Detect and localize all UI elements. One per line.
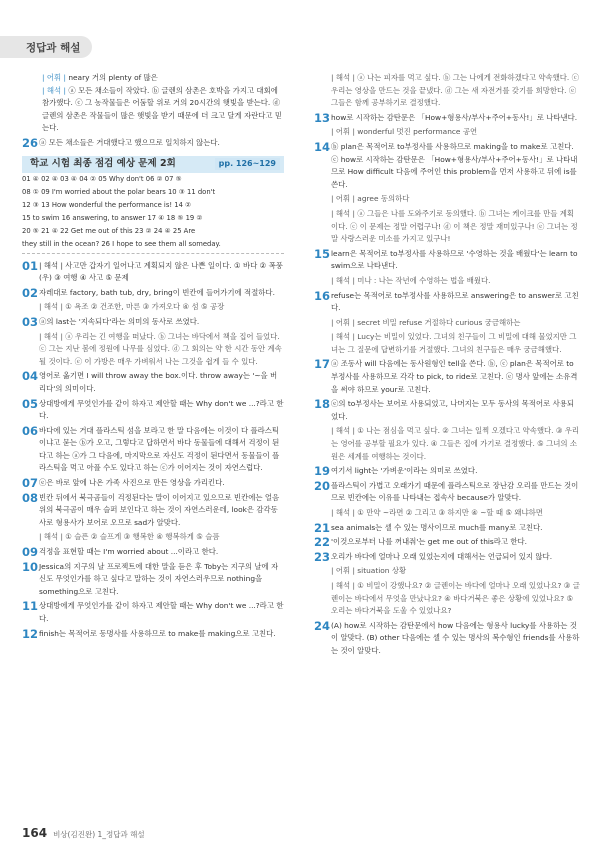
answer-item	[22, 561, 284, 599]
answer-key	[22, 173, 284, 251]
item-text: | 해석 | ① 비밀이 강했나요? ② 글렌이는 바다에 얼마나 오래 있었나요? ③ 글렌이는 바다에서 무엇을 만났나요? ④ 바다거북은 좋은 상황에 있었나요? ⑤ 오리는 바다거북을 도울 수 있었나요?	[331, 580, 580, 616]
item-text: Jessica의 지구의 날 프로젝트에 대한 말을 듣은 후 Toby는 지구의 날에 자신도 무엇인가를 하고 싶다고 말하는 것이 자연스러우므로 nothing을 something으로 고친다.	[39, 561, 279, 596]
answer-item	[314, 358, 580, 396]
item-number: 01	[22, 258, 39, 273]
item-text: | 어휘 | agree 동의하다	[331, 194, 410, 204]
answer-item	[314, 480, 580, 505]
answer-line: 12 ③ 13 How wonderful the performance is! 14 ②	[22, 200, 192, 209]
intro-note	[22, 72, 284, 135]
item-text: finish는 목적어로 동명사를 사용하므로 to make를 making으로 고친다.	[39, 628, 276, 638]
item-number: 24	[314, 618, 331, 633]
section-label: 정답과 해설	[26, 42, 81, 54]
divider	[22, 253, 284, 254]
item-number: 17	[314, 357, 331, 372]
answer-item	[22, 425, 284, 475]
item-text: | 해석 | 미나 : 나는 작년에 수영하는 법을 배웠다.	[331, 275, 491, 285]
answer-item	[22, 260, 284, 285]
answer-item	[314, 398, 580, 423]
item-text: 여기서 light는 '가벼운'이라는 의미로 쓰였다.	[331, 466, 478, 476]
answer-item	[314, 112, 580, 125]
item-text: refuse는 목적어로 to부정사를 사용하므로 answering은 to answer로 고친다.	[331, 290, 579, 313]
item-text: ⓑ plan은 목적어로 to부정사를 사용하므로 making을 to make로 고친다. ⓒ how로 시작하는 감탄문은 「How+형용사/부사+주어+동사!」로 나타내므로 How difficult 다음에 주어인 this problem을 먼저 사용하고 뒤에 is를 쓴다.	[331, 141, 578, 189]
item-text: sea animals는 셀 수 있는 명사이므로 much를 many로 고친다.	[331, 522, 543, 532]
answer-note	[314, 208, 580, 246]
answer-item	[314, 536, 580, 549]
item-number: 05	[22, 396, 39, 411]
answer-line: 15 to swim 16 answering, to answer 17 ④ 18 ⑤ 19 ②	[22, 213, 203, 222]
answer-item	[22, 370, 284, 395]
item-number: 18	[314, 397, 331, 412]
item-text: | 해석 | 사고만 갑자기 일어나고 계획되지 않은 나쁜 일이다. ① 바다 ② 폭풍(우) ③ 여행 ④ 사고 ⑤ 문제	[39, 260, 283, 283]
item-text: learn은 목적어로 to부정사를 사용하므로 '수영하는 것을 배웠다'는 learn to swim으로 나타낸다.	[331, 248, 578, 271]
item-number: 12	[22, 626, 39, 641]
right-explanations	[314, 72, 580, 658]
answer-note	[22, 331, 284, 369]
answer-note	[314, 317, 580, 330]
item-number: 15	[314, 246, 331, 261]
item-text: 오리가 바다에 얼마나 오래 있었는지에 대해서는 언급되어 있지 않다.	[331, 551, 553, 561]
item-text: | 해석 | ⓐ 나는 피자를 먹고 싶다. ⓑ 그는 나에게 전화하겠다고 약속했다. ⓒ 우리는 영상을 만드는 것을 끝냈다. ⓓ 그는 새 자전거를 갖기를 희망한다. ⓔ 그들은 함께 공부하기로 결정했다.	[331, 73, 580, 108]
item-number: 10	[22, 559, 39, 574]
answer-item	[22, 546, 284, 559]
answer-item	[22, 398, 284, 423]
item-text: 바다에 있는 거대 플라스틱 섬을 보라고 한 말 다음에는 이것이 다 플라스틱이냐고 묻는 ⓑ가 오고, 그렇다고 답하면서 바다 동물들에 대해서 걱정이 된다고 하는 ⓐ가 그 다음에, 마지막으로 자신도 걱정이 된다면서 동물들이 플라스틱을 먹고 아플 수도 있다고 하는 ⓒ가 이어지는 것이 자연스럽다.	[39, 425, 280, 473]
item-number: 16	[314, 288, 331, 303]
answer-note	[314, 507, 580, 520]
answer-item	[314, 248, 580, 273]
item-text: | 어휘 | secret 비밀 refuse 거절하다 curious 궁금해하는	[331, 317, 521, 327]
exam-header	[22, 156, 284, 173]
item-text: how로 시작하는 감탄문은 「How+형용사/부사+주어+동사!」로 나타낸다.	[331, 112, 578, 122]
item-text: | 해석 | ⓐ 우리는 긴 여행을 떠났다. ⓑ 그녀는 바닥에서 책을 집어 들었다. ⓒ 그는 지난 봄에 정원에 나무를 심었다. ⓓ 그 회의는 약 한 시간 동안 계속될 것이다. ⓔ 이 가방은 매우 가벼워서 나는 그것을 쉽게 들 수 있다.	[39, 331, 282, 366]
item-text: ⓔ의 to부정사는 보어로 사용되었고, 나머지는 모두 동사의 목적어로 사용되었다.	[331, 399, 574, 421]
item-text: '이것으로부터 나를 꺼내줘'는 get me out of this라고 한다.	[331, 537, 528, 547]
answer-note	[22, 531, 284, 544]
left-explanations	[22, 260, 284, 641]
answer-note	[314, 425, 580, 463]
item-text: | 해석 | ① 욕조 ② 건조한, 마른 ③ 가져오다 ④ 섬 ⑤ 공장	[39, 302, 225, 312]
item-number: 20	[314, 478, 331, 493]
answer-item	[314, 620, 580, 658]
answer-item	[22, 477, 284, 490]
answer-item	[22, 316, 284, 329]
item-text: 영어로 옮기면 I will throw away the box.이다. throw away는 '~을 버리다'의 의미이다.	[39, 371, 278, 393]
answer-item-26: 26 ⓐ 모든 채소들은 거대했다고 했으므로 일치하지 않는다.	[22, 135, 220, 150]
item-number: 22	[314, 535, 331, 550]
item-number: 07	[22, 476, 39, 491]
item-text: 상대방에게 무엇인가를 같이 하자고 제안할 때는 Why don't we ...?라고 한다.	[39, 398, 284, 421]
answer-item	[314, 141, 580, 191]
answer-item	[22, 492, 284, 530]
left-column	[22, 72, 284, 642]
answer-note	[314, 126, 580, 139]
item-text: | 해석 | ⓐ 그들은 나를 도와주기로 동의했다. ⓑ 그녀는 케이크를 만들 계획이다. ⓒ 이 문제는 정말 어렵구나! ⓓ 이 책은 정말 재미있구나! ⓔ 그녀는 정말 사랑스러운 미소를 가지고 있구나!	[331, 208, 578, 244]
item-text: ⓔ은 바로 앞에 나온 가족 사진으로 만든 영상을 가리킨다.	[39, 478, 225, 488]
item-text: 빈칸 뒤에서 북극곰들이 걱정된다는 말이 이어지고 있으므로 빈칸에는 얼음 위의 북극곰이 매우 슬퍼 보인다고 하는 것이 자연스러운데, look은 감각동사로 형용사가 보어로 오므로 sad가 알맞다.	[39, 492, 280, 527]
item-number: 06	[22, 423, 39, 438]
item-number: 23	[314, 549, 331, 564]
answer-item	[314, 290, 580, 315]
book-title: 비상(김진완) 1_정답과 해설	[53, 830, 145, 839]
exam-section	[22, 156, 284, 254]
answer-note	[314, 193, 580, 206]
answer-item	[22, 600, 284, 625]
item-number: 21	[314, 520, 331, 535]
answer-note	[314, 580, 580, 618]
item-text: | 어휘 | wonderful 멋진 performance 공연	[331, 127, 478, 137]
item-number: 04	[22, 369, 39, 384]
answer-item	[314, 522, 580, 535]
page-number: 164	[22, 826, 48, 840]
item-text: ⓐ의 last는 '지속되다'라는 의미의 동사로 쓰였다.	[39, 316, 200, 326]
exam-pages: pp. 126~129	[215, 158, 280, 171]
page-footer	[22, 826, 145, 840]
item-text: 자레대로 factory, bath tub, dry, bring이 빈칸에 들어가기에 적절하다.	[39, 287, 275, 297]
item-number: 03	[22, 314, 39, 329]
item-text: 걱정을 표현할 때는 I'm worried about ...이라고 한다.	[39, 547, 219, 557]
exam-title: 학교 시험 최종 점검 예상 문제 2회	[30, 157, 176, 169]
item-number: 11	[22, 599, 39, 614]
item-text: ⓐ 조동사 will 다음에는 동사원형인 tell을 쓴다. ⓑ, ⓒ plan은 목적어로 to부정사를 사용하므로 각각 to pick, to ride로 고친다. ⓔ 명사 앞에는 소유격을 써야 하므로 your로 고친다.	[331, 359, 578, 394]
item-text: | 해석 | Lucy는 비밀이 있었다. 그녀의 친구들이 그 비밀에 대해 물었지만 그녀는 그 질문에 답변하기를 거절했다. 그녀의 친구들은 매우 궁금해했다.	[331, 332, 577, 354]
answer-line: they still in the ocean? 26 I hope to see them all someday.	[22, 239, 221, 248]
item-text: (A) how로 시작하는 감탄문에서 how 다음에는 형용사 lucky를 사용하는 것이 알맞다. (B) other 다음에는 셀 수 있는 명사의 복수형인 friends를 사용하는 것이 알맞다.	[331, 620, 580, 655]
intro-line: | 해석 | ⓐ 모든 채소들이 작았다. ⓑ 글렌의 삼촌은 호박을 가지고 대회에 참가했다. ⓒ 그 농작물들은 어둠할 위로 거의 20시간의 햇빛을 받는다. ⓓ 글렌의 삼촌은 작물들이 많은 햇빛을 받기 때문에 더 크고 달게 자란다고 믿는다.	[42, 85, 283, 133]
answer-line: 08 ① 09 I'm worried about the polar bears 10 ③ 11 don't	[22, 187, 216, 196]
item-text: | 해석 | ① 나는 점심을 먹고 싶다. ② 그녀는 일찍 오겠다고 약속했다. ③ 우리는 영어를 공부할 필요가 있다. ④ 그들은 집에 가기로 결정했다. ⑤ 그녀의 소원은 세계를 여행하는 것이다.	[331, 426, 580, 461]
item-text: | 해석 | ① 만약 ~라면 ② 그리고 ③ 하지만 ④ ~할 때 ⑤ 왜냐하면	[331, 508, 543, 517]
answer-line: 01 ④ 02 ④ 03 ④ 04 ② 05 Why don't 06 ② 07 ⑤	[22, 174, 182, 183]
item-number: 14	[314, 139, 331, 154]
answer-note	[314, 275, 580, 288]
answer-item	[314, 465, 580, 478]
answer-note	[22, 301, 284, 314]
answer-note	[314, 331, 580, 356]
answer-note	[314, 72, 580, 110]
item-number: 02	[22, 285, 39, 300]
item-number: 19	[314, 464, 331, 479]
item-text: | 어휘 | situation 상황	[331, 566, 407, 576]
answer-item	[22, 628, 284, 641]
item-text: 플라스틱이 가볍고 오래가기 때문에 플라스틱으로 장난감 오리를 만드는 것이므로 빈칸에는 이유를 나타내는 접속사 because가 알맞다.	[331, 480, 579, 503]
answer-note	[314, 565, 580, 578]
item-number: 09	[22, 545, 39, 560]
item-text: 상대방에게 무엇인가를 같이 하자고 제안할 때는 Why don't we ...?라고 한다.	[39, 601, 284, 623]
item-text: | 해석 | ① 슬픈 ② 슬프게 ③ 행복한 ④ 행복하게 ⑤ 슬픔	[39, 532, 220, 542]
answer-item	[22, 287, 284, 300]
answer-item	[314, 551, 580, 564]
intro-line: | 어휘 | neary 거의 plenty of 많은	[42, 73, 158, 82]
right-column	[314, 72, 580, 660]
item-number: 13	[314, 110, 331, 125]
answer-line: 20 ⑤ 21 ④ 22 Get me out of this 23 ② 24 ④ 25 Are	[22, 226, 196, 235]
item-number: 08	[22, 490, 39, 505]
section-tab	[0, 36, 92, 58]
